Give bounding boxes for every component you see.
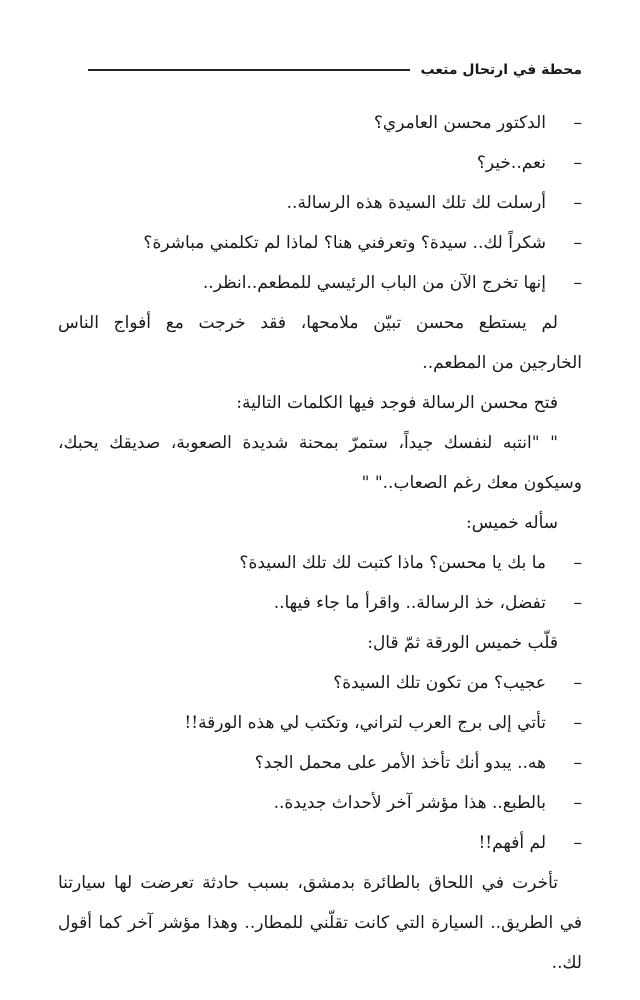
dialogue-text: بالطبع.. هذا مؤشر آخر لأحداث جديدة.. — [273, 793, 546, 813]
paragraph-line: تأخرت في اللحاق بالطائرة بدمشق، بسبب حادثة تعرضت لها سيارتنا — [58, 873, 558, 893]
dialogue-line — [58, 703, 582, 743]
paragraph-line: " "انتبه لنفسك جيداً، ستمرّ بمحنة شديدة الصعوبة، صديقك يحبك، — [58, 433, 558, 453]
running-header — [88, 62, 582, 78]
dialogue-dash: – — [573, 153, 582, 173]
paragraph-line: في الطريق.. السيارة التي كانت تقلّني للمطار.. وهذا مؤشر آخر كما أقول — [58, 913, 582, 933]
dialogue-line — [58, 103, 582, 143]
paragraph-line: سأله خميس: — [466, 513, 558, 533]
dialogue-line — [58, 823, 582, 863]
dialogue-dash: – — [573, 193, 582, 213]
paragraph-line: لك.. — [551, 953, 582, 973]
dialogue-dash: – — [573, 673, 582, 693]
dialogue-text: لم أفهم!! — [478, 833, 546, 853]
dialogue-text: تأتي إلى برج العرب لتراني، وتكتب لي هذه الورقة!! — [184, 713, 546, 733]
dialogue-line — [58, 263, 582, 303]
dialogue-dash: – — [573, 793, 582, 813]
paragraph-line: فتح محسن الرسالة فوجد فيها الكلمات التالية: — [236, 393, 558, 413]
dialogue-text: هه.. يبدو أنك تأخذ الأمر على محمل الجد؟ — [254, 753, 546, 773]
dialogue-text: تفضل، خذ الرسالة.. واقرأ ما جاء فيها.. — [273, 593, 546, 613]
dialogue-dash: – — [573, 273, 582, 293]
dialogue-dash: – — [573, 113, 582, 133]
paragraph-line: قلّب خميس الورقة ثمّ قال: — [367, 633, 558, 653]
dialogue-line — [58, 543, 582, 583]
dialogue-dash: – — [573, 753, 582, 773]
dialogue-dash: – — [573, 553, 582, 573]
dialogue-text: شكراً لك.. سيدة؟ وتعرفني هنا؟ لماذا لم تكلمني مباشرة؟ — [143, 233, 546, 253]
dialogue-line — [58, 783, 582, 823]
paragraph-line: الخارجين من المطعم.. — [422, 353, 582, 373]
dialogue-dash: – — [573, 593, 582, 613]
dialogue-line — [58, 583, 582, 623]
dialogue-line — [58, 223, 582, 263]
running-title: محطة في ارتحال متعب — [420, 62, 582, 78]
dialogue-dash: – — [573, 233, 582, 253]
dialogue-line — [58, 663, 582, 703]
body-text — [58, 103, 582, 983]
dialogue-text: أرسلت لك تلك السيدة هذه الرسالة.. — [286, 193, 546, 213]
dialogue-text: إنها تخرج الآن من الباب الرئيسي للمطعم..انظر.. — [202, 273, 546, 293]
dialogue-text: ما بك يا محسن؟ ماذا كتبت لك تلك السيدة؟ — [239, 553, 546, 573]
dialogue-text: عجيب؟ من تكون تلك السيدة؟ — [333, 673, 546, 693]
header-rule — [88, 69, 410, 71]
paragraph-line: لم يستطع محسن تبيّن ملامحها، فقد خرجت مع أفواج الناس — [58, 313, 558, 333]
dialogue-line — [58, 143, 582, 183]
dialogue-line — [58, 743, 582, 783]
dialogue-dash: – — [573, 833, 582, 853]
dialogue-dash: – — [573, 713, 582, 733]
dialogue-text: نعم..خير؟ — [476, 153, 546, 173]
dialogue-text: الدكتور محسن العامري؟ — [373, 113, 546, 133]
paragraph-line: وسيكون معك رغم الصعاب.." " — [361, 473, 582, 493]
dialogue-line — [58, 183, 582, 223]
